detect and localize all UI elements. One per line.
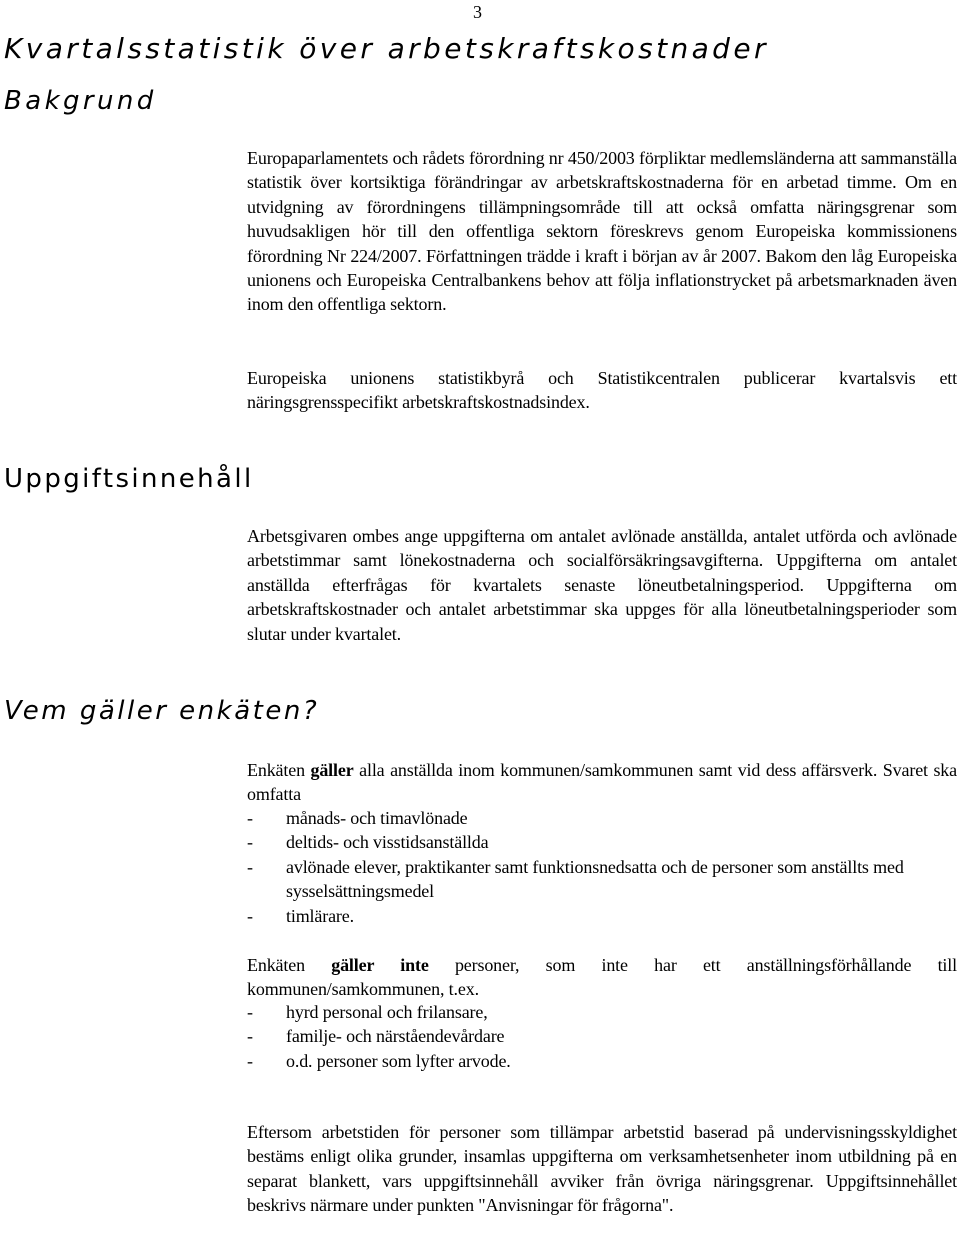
galler-inte-list: [247, 1000, 907, 1073]
section-heading-uppgiftsinnehall: Uppgiftsinnehåll: [4, 464, 254, 494]
inte-bold: gäller inte: [331, 955, 429, 975]
galler-intro: [247, 758, 957, 807]
inte-intro-a: Enkäten: [247, 955, 332, 975]
list-item-text: o.d. personer som lyfter arvode.: [286, 1050, 511, 1071]
bakgrund-paragraph-2: Europeiska unionens statistikbyrå och Statistikcentralen publicerar kvartalsvis ett näringsgrensspecifikt arbetskraftskostnadsindex.: [247, 368, 957, 413]
list-item: - avlönade elever, praktikanter samt funktionsnedsatta och de personer som anställts med sysselsättningsmedel: [247, 856, 904, 902]
page-number: 3: [473, 2, 482, 22]
list-item-text: månads- och timavlönade: [286, 808, 468, 828]
list-item: - familje- och närståendevårdare: [247, 1026, 505, 1047]
list-item-text: timlärare.: [286, 905, 354, 926]
list-item-text: deltids- och visstidsanställda: [286, 832, 489, 853]
section-heading-vem-galler: Vem gäller enkäten?: [4, 696, 320, 726]
galler-list: [247, 806, 907, 928]
list-item: - hyrd personal och frilansare,: [247, 1002, 488, 1022]
list-item: - o.d. personer som lyfter arvode.: [247, 1050, 511, 1071]
galler-bold: gäller: [310, 760, 354, 780]
list-item-text: familje- och närståendevårdare: [286, 1026, 505, 1047]
list-item: - timlärare.: [247, 905, 354, 926]
page-title: Kvartalsstatistik över arbetskraftskostnader: [4, 32, 769, 65]
list-item: - månads- och timavlönade: [247, 808, 468, 828]
undervisning-paragraph: Eftersom arbetstiden för personer som tillämpar arbetstid baserad på undervisningsskyldighet bestäms enligt olika grunder, insamlas uppgifterna om verksamhetsenheter inom utbildning på en separat blankett, vars uppgiftsinnehåll avviker från övriga näringsgrenar. Uppgiftsinnehållet beskrivs närmare under punkten "Anvisningar för frågorna".: [247, 1122, 957, 1216]
galler-intro-b: alla anställda inom kommunen/samkommunen samt vid dess affärsverk. Svaret ska omfatta: [247, 760, 957, 805]
section-heading-bakgrund: Bakgrund: [4, 86, 157, 116]
galler-intro-a: Enkäten: [247, 760, 311, 780]
uppgiftsinnehall-paragraph: Arbetsgivaren ombes ange uppgifterna om antalet avlönade anställda, antalet utförda och avlönade arbetstimmar samt lönekostnaderna och socialförsäkringsavgifterna. Uppgifterna om antalet anställda efterfrågas för kvartalets senaste löneutbetalningsperiod. Uppgifterna om arbetskraftskostnader och antalet arbetstimmar ska uppges för alla löneutbetalningsperioder som slutar under kvartalet.: [247, 526, 957, 644]
list-item-text: hyrd personal och frilansare,: [286, 1002, 488, 1022]
inte-intro-b: personer, som inte har ett anställningsförhållande till kommunen/samkommunen, t.ex.: [247, 955, 957, 1000]
galler-inte-intro: [247, 953, 957, 1002]
list-item-text: avlönade elever, praktikanter samt funktionsnedsatta och de personer som anställts med sysselsättningsmedel: [286, 856, 904, 902]
bakgrund-paragraph-1: Europaparlamentets och rådets förordning nr 450/2003 förpliktar medlemsländerna att sammanställa statistik över kortsiktiga förändringar av arbetskraftskostnaderna för en arbetad timme. Om en utvidgning av förordningens tillämpningsområde till att också omfatta näringsgrenar som huvudsakligen hör till den offentliga sektorn föreskrevs genom Europeiska kommissionens förordning Nr 224/2007. Författningen trädde i kraft i början av år 2007. Bakom den låg Europeiska unionens och Europeiska Centralbankens behov att följa inflationstrycket på arbetsmarknaden även inom den offentliga sektorn.: [247, 148, 957, 315]
list-item: - deltids- och visstidsanställda: [247, 832, 489, 853]
